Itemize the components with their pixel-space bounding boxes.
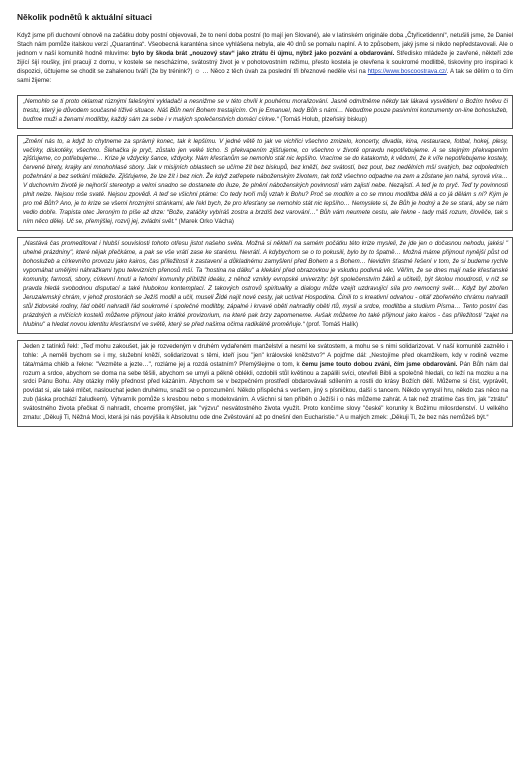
quote-paragraph [23, 240, 508, 330]
quote-box-holub [17, 95, 513, 129]
quote-box-halik [17, 237, 513, 334]
quote-paragraph [23, 98, 508, 125]
closing-paragraph [23, 343, 508, 424]
quote-citation: (Tomáš Holub, plzeňský biskup) [278, 115, 367, 123]
quote-citation: (prof. Tomáš Halík) [304, 320, 358, 328]
closing-bold-text: čemu jsme touto dobou zváni, čím jsme obdarováni. [301, 360, 458, 368]
document-title: Několik podnětů k aktuální situaci [17, 12, 152, 22]
intro-text-3: . A tak se dělím o to čím sami žijeme: [17, 67, 514, 84]
intro-paragraph [17, 32, 513, 86]
quote-text: „Nastává čas promeditovat i hlubší souvislosti tohoto otřesu jistot našeho světa. Možná si někteří na samém počátku této krize mysleli, že jde jen o dočasnou nehodu, jakési " uhelné prázdniny", které nějak přečkáme, a pak se vše vrátí zase ke starému. Nevrátí. A kdybychom se o to pokusili, bylo by to špatně… Možná máme přijmout nynější půst od bohoslužeb a církevního provozu jako kairos, čas příležitosti k zastavení a důkladnému zamyšlení před Bohem a s Bohem… Nevidím šťastné řešení v tom, že si budeme rychle vypomáhat umělými náhražkami typu televizních přenosů mší. Ta "hostina na dálku" a klekání před obrazovkou je vskutku podivná věc. Věřím, že se dnes mají naše křesťanské komunity, farnosti, sbory, církevní hnutí a řeholní komunity přiblížit ideálu, z něhož vznikly evropské univerzity: být společenstvím žáků a učitelů, být školou moudrosti, v níž se pravda hledá svobodnou disputací a také hlubokou kontemplací. Z takových ostrovů spirituality a dialogu může vzejít uzdravující síla pro nemocný svět… Když byl zbořen Jeruzalemský chrám, v jehož prostorách se Ježíš modlil a učil, museli Židé najít nové cesty, jak uctívat Hospodina. Činili to s kreativní odvahou - oltář zbořeného chrámu nahradil stůl židovské rodiny, řád obětí nahradil řád soukromé i společné modlitby, zápalné i krvavé oběti nahradily oběti rtů, mysli a srdce, modlitba a studium Písma… Tento postní čas prázdných a mlčících kostelů můžeme přijmout jako krátké provizorium, na které pak brzy zapomeneme. Avšak můžeme ho také přijmout jako kairos - čas příležitosti "zajet na hlubinu" a hledat novou identitu křesťanství ve světě, který se před našima očima radikálně proměňuje.“ [23, 240, 508, 328]
quote-text: „Nemohlo se ti proto oklamat rúznými falešnými vykladači a nesnižme se v této chvíli k pouhému moralizování. Jasně odmítněme někdy tak lákavá vysvětlení o Božím hněvu či trestu, který je důvodem současné tíživé situace. Náš Bůh není Bohem trestajícím. On je Emanuel, tedy Bůh s námi… Nebuďme pouze pasivními konzumenty on-line bohoslužeb, buďme muži a ženami modlitby, každý sám za sebe i v malých společenstvích domácí církve.“ [23, 97, 508, 123]
closing-text-2: Pán Bůh nám dal rozum a srdce, abychom se doma na sebe těšili, abychom se umyli a pěkně oblékli, ozdobili stůl květinou a zapálili svíci, otevřeli Bibli a společně hledali, co leží na mozku a na srdci Pánu Bohu. Aby otázky měly přednost před kázáním. Abychom se v bezpečném prostředí obdarovávali sdílením a rostli do krásy Božích dětí. Můžeme si číst, vyprávět, povídat si, ale také mlčet, naslouchat jeden druhému, snažit se o porozumění. Někdo přispěchá s veršem, jiný s písničkou, další s tancem. Někdo vymyslí hru, někdo zas něco na zub (láska prochází žaludkem). Výtvarník pomůže s kresbou nebo s modelováním. A všichni si ten příběh o Ježíši i o nás můžeme zahrát. A tak než ztratíme čas tím, jak "ztrátu" svátostného života přečkat či nahradit, chceme promýšlet, jak "výzvu" nesvátostného života využít. Proto končíme slovy "české" korunky k Božímu milosrdenství. U velkého zmatu: „Děkuji Ti, Něžná Moci, která jsi nás povýšila k Absolutnu ode dne Zvěstování až po dnešní den Eucharistie.“ A u malých zmek: „Děkuji Ti, že bez nás nemůžeš být.“ [23, 360, 508, 422]
website-link[interactable]: https://www.boscoostrava.cz/ [367, 67, 447, 75]
intro-text-1: Když jsme při duchovní obnově na začátku doby postní objevovali, že to není doba postní (to mají jen Slované), ale v latinském originále doba „Čtyřicetidenní“, netušili jsme, že Daniel Stach nám pomůže italskou verzí „Quarantina“. Všeobecná karanténa since vyhlášena nebyla, ale 40 dnů se pomalu naplní. A to způsobem, jaký jsme si nikdo nepředstavovali. Ale o jednom v naší komunitě hodně mluvíme: [17, 32, 513, 57]
quote-box-vacha [17, 135, 513, 232]
quote-text: „Změní nás to, a když to chytneme za správný konec, tak k lepšímu. V jedné větě to jak ve vichřici všechno zmizelo, koncerty, divadla, kina, restaurace, fotbal, hokej, plesy, večírky, diskotéky, všechno. Šlehačka je pryč, zůstalo jen velké ticho. S překvapením zjišťujeme, co všechno v životě opravdu nepotřebujeme. A se stejným překvapením zjišťujeme, co potřebujeme… Krize je vždycky šance, vždycky. Nám křesťanům se nemohlo stát nic lepšího. Vracíme se do katakomb, k vědomí, že k víře nepotřebujeme kostely, červené birety, krajky ani mnohohlasé sbory. Jak v misijních oblastech se učíme žít bez biskupů, bez kněží, bez svátostí, bez pout, bez nedělních mší svatých, bez odpoledních požehnání a bez setkání mládeže. Zjišťujeme, že lze žít i bez nich. Že když zatřepete náboženským životem, tak totiž všechno odpadne na zem a zůstane jen nahá, syrová víra… V duchovním životě je nejhorší stereotyp a velmi snadno se dostanete do iluze, že plnění náboženských povinností vám zajistí nebe. Nezajistí. A teď je to pryč. Teď ty povinnosti plnit nelze. Nejsou mše svaté. Nejsou zpovědi. A teď se všichni ptáme: Co tedy tvoři můj vztah k Bohu? Proč se modlím a co se mnou modlitba dělá a co já dělám s ní? Kým je pro mě Bůh? Ano, je to krize se všemi hroznými stránkami, ale řekl bych, že pro křesťany se nemohlo stát nic lepšího… Nemyslete si, že Bůh je hodný a že se stará, aby se nám vedlo dobře. Trapista otec Jeroným to píše až drze: “Bože, zatáčky vybíráš zostra a brzdíš bez varování…” Bůh vám neumete cestu, ale řekne - tady máš rozum, člověče, tak s ním něco dělej. Uč se, přemýšlej, rozvíj jej, zvládni svět.“ [23, 137, 508, 226]
intro-bold-text: bylo by škoda brát „nouzový stav“ jako ztrátu či újmu, nýbrž jako pozvání a obdarování. [131, 49, 395, 57]
quote-paragraph [23, 138, 508, 228]
closing-text-1: Jeden z tatínků řekl: „Teď mohu zakoušet, jak je rozvedeným v druhém vydařeném manželství a nesmí ke svátostem, a mohu se s nimi solidarizovat. V naší komunitě zaznělo i tohle: „A neměli bychom se i my, služební kněží, solidarizovat s těmi, kteří jsou "jen" královské kněžstvo?“ A pojďme dál: „Nestojíme před okamžikem, kdy v rodině vezme táta/máma chléb a řekne: "Vezměte a jezte…", rozlámе jej a rozdá ostatním? Přemýšlejme o tom, k [23, 342, 508, 368]
document-page [17, 12, 513, 433]
quote-citation: (Marek Orko Vácha) [176, 218, 234, 226]
closing-box [17, 340, 513, 428]
intro-text-2: Středisko mládeže je zavřené, někteří zde žijící šijí roušky, jiní pracují z domu, v kostele se nescházíme, svátostný život je v pohotovostním režimu, přesto kostela je otevřena k soukromé modlitbě, tiskoviny pro inspiraci k dispozici, účtujeme se chodit se zahalenou tváří (že by trénink?) ☺ … Něco z těch úvah za poslední tři březnové neděle visí na [17, 49, 513, 75]
